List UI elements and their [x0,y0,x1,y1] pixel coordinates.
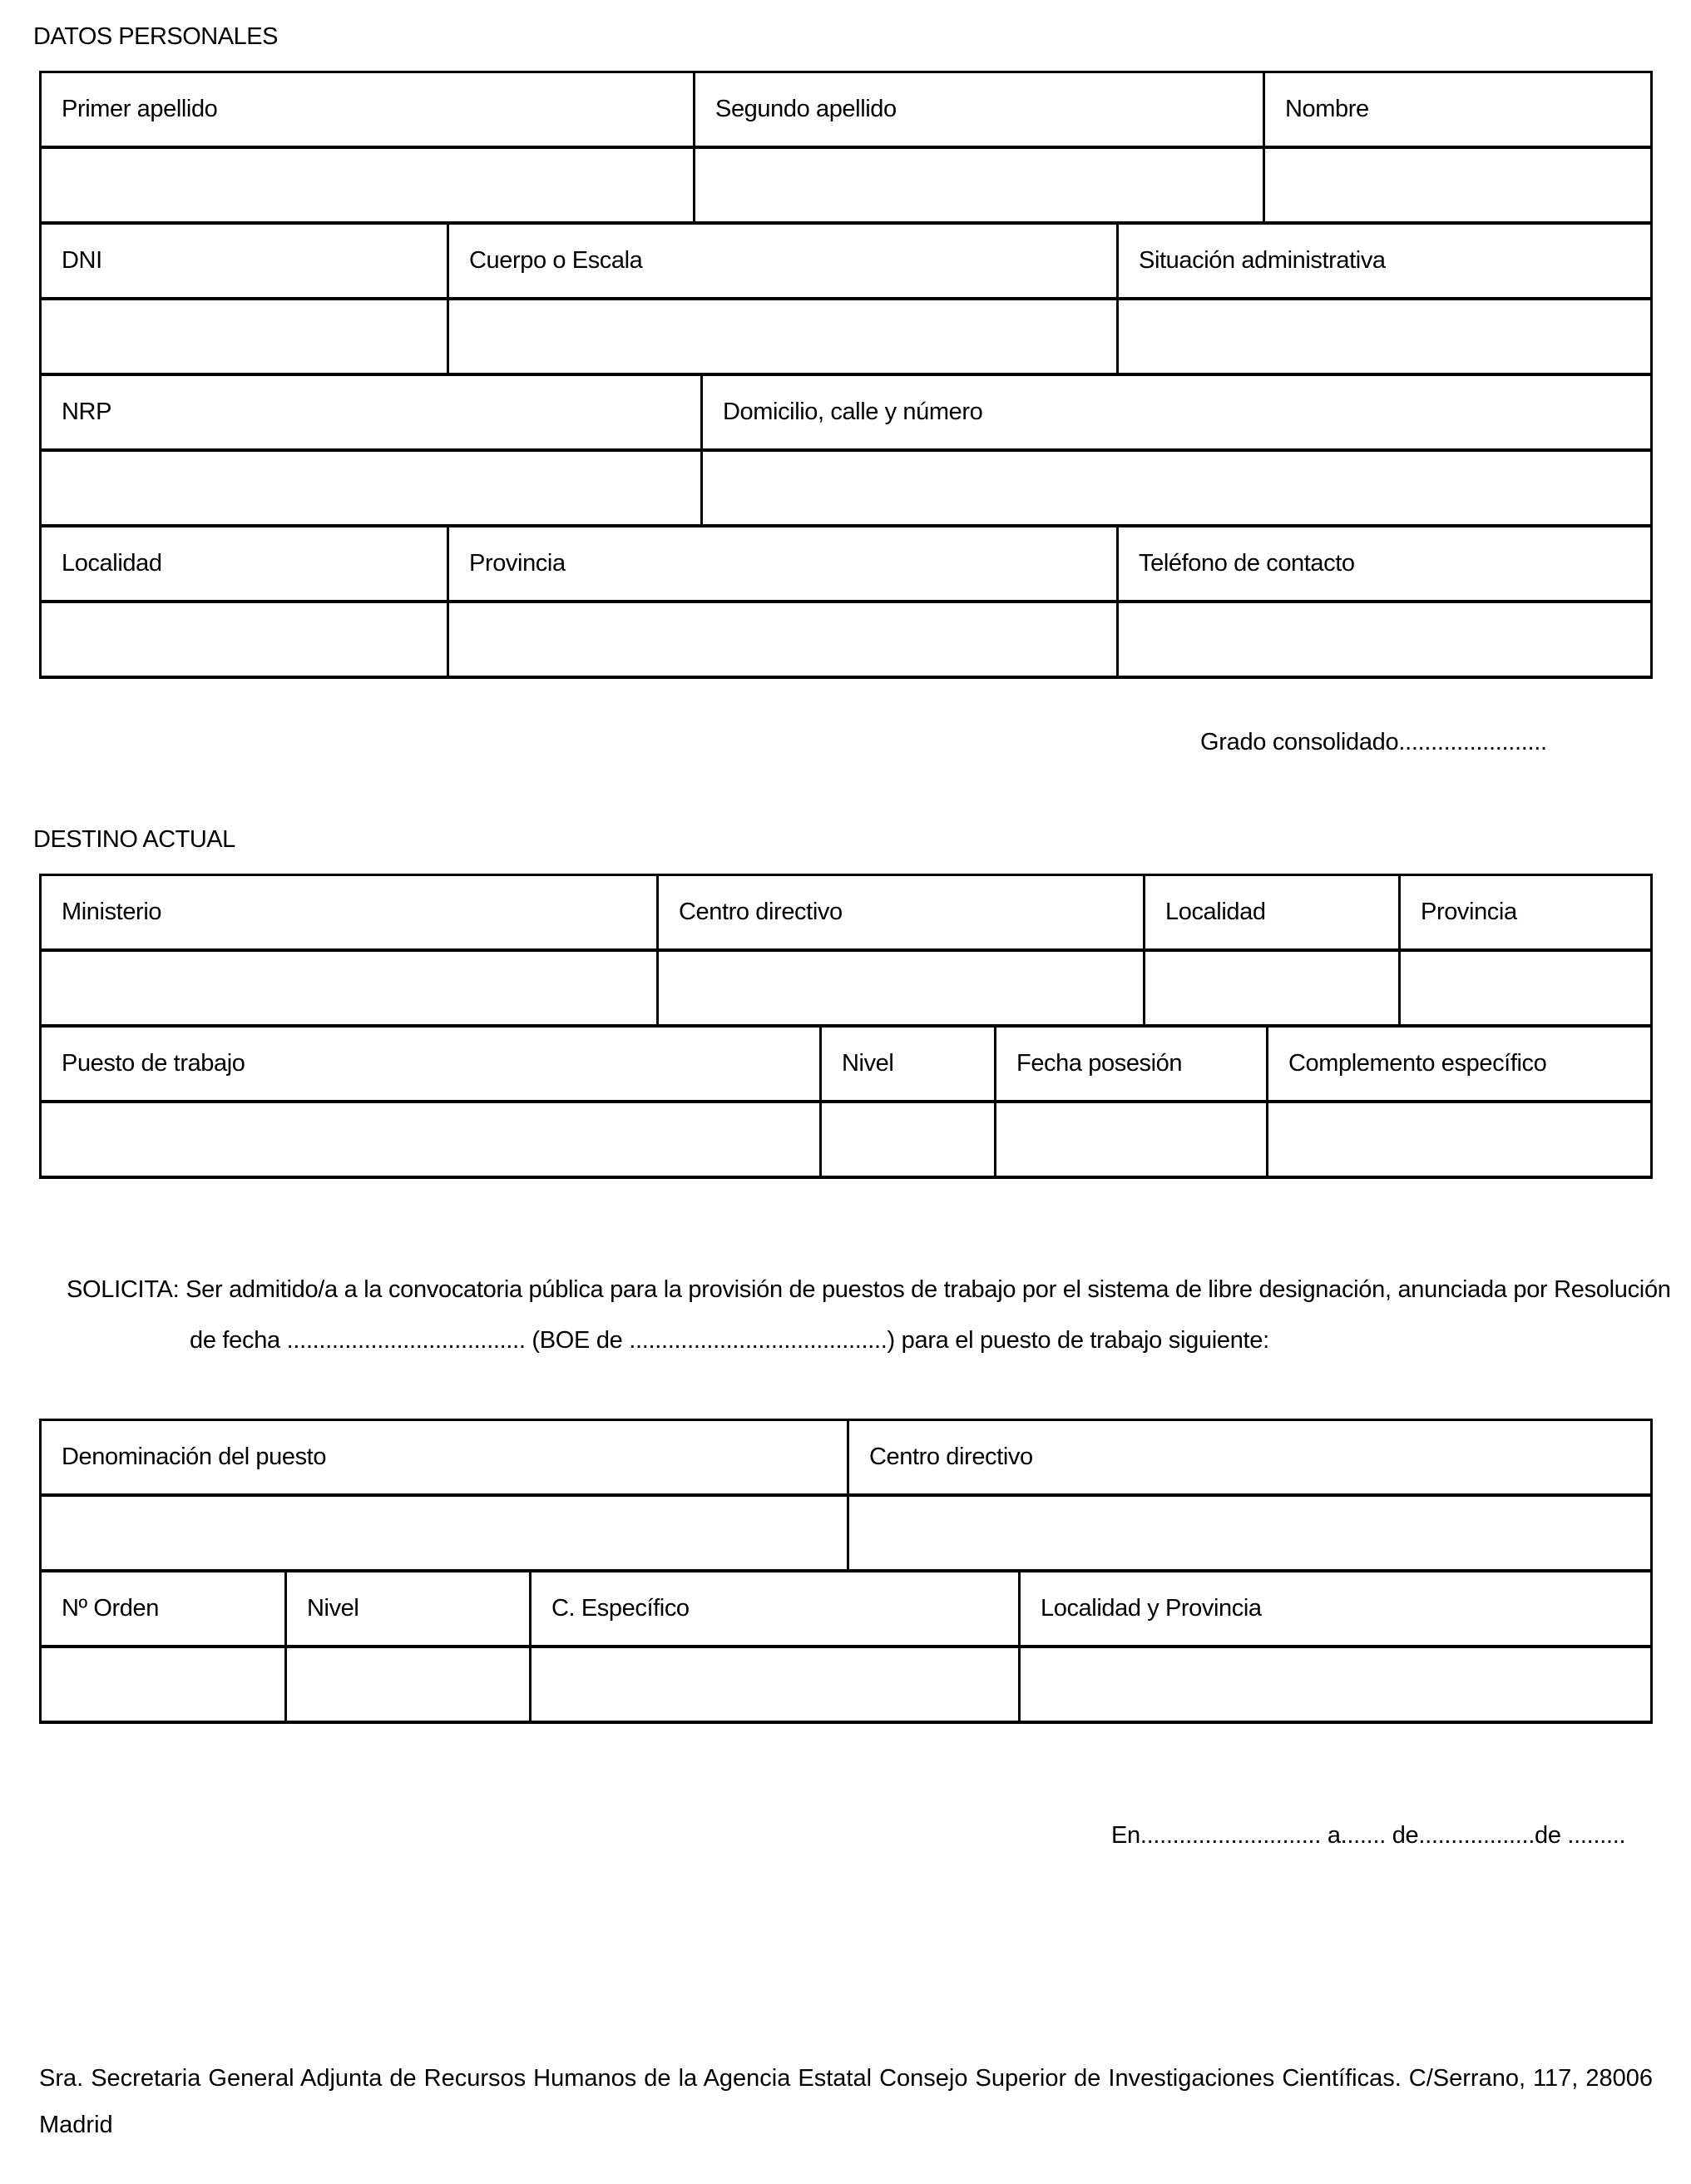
primer-apellido-input[interactable] [42,149,693,221]
label-cuerpo-escala: Cuerpo o Escala [449,225,1119,297]
input-row [42,603,1653,679]
label-c-especifico: C. Específico [532,1572,1021,1645]
addressee-footer: Sra. Secretaria General Adjunta de Recursos Humanos de la Agencia Estatal Consejo Superior de Investigaciones Científicas. C/Serrano, 117, 28006 Madrid [39,2065,1653,2138]
input-row [42,300,1653,376]
label-row [42,225,1653,300]
label-nivel: Nivel [287,1572,532,1645]
label-domicilio: Domicilio, calle y número [703,376,1653,448]
field-provincia[interactable] [449,603,1119,676]
field-primer-apellido[interactable] [42,149,695,221]
destino-provincia-input[interactable] [1401,952,1650,1024]
label-nombre: Nombre [1265,73,1653,146]
input-row [42,1497,1653,1572]
field-ministerio[interactable] [42,952,659,1024]
input-row [42,1648,1653,1724]
date-place-line[interactable]: En............................ a....... de..................de ......... [1111,1822,1626,1849]
requested-post-table [39,1419,1653,1724]
localidad-provincia-input[interactable] [1021,1648,1650,1721]
label-localidad: Localidad [1145,876,1401,948]
current-post-table [39,874,1653,1179]
section-title-datos-personales: DATOS PERSONALES [33,23,278,50]
field-dni[interactable] [42,300,449,373]
ministerio-input[interactable] [42,952,656,1024]
nrp-input[interactable] [42,452,700,524]
input-row [42,1103,1653,1179]
label-puesto-trabajo: Puesto de trabajo [42,1028,822,1100]
label-row [42,1028,1653,1103]
field-centro-directivo[interactable] [659,952,1145,1024]
grado-consolidado-line[interactable]: Grado consolidado....................... [1200,729,1547,755]
field-domicilio[interactable] [703,452,1653,524]
label-provincia: Provincia [449,527,1119,600]
field-localidad-provincia[interactable] [1021,1648,1653,1721]
input-row [42,149,1653,225]
domicilio-input[interactable] [703,452,1650,524]
section-title-destino-actual: DESTINO ACTUAL [33,826,235,853]
fecha-posesion-input[interactable] [996,1103,1266,1176]
puesto-trabajo-input[interactable] [42,1103,819,1176]
personal-data-table [39,71,1653,679]
label-centro-directivo: Centro directivo [849,1421,1653,1493]
label-nrp: NRP [42,376,703,448]
label-primer-apellido: Primer apellido [42,73,695,146]
label-ministerio: Ministerio [42,876,659,948]
destino-localidad-input[interactable] [1145,952,1398,1024]
complemento-especifico-input[interactable] [1268,1103,1650,1176]
label-denominacion-puesto: Denominación del puesto [42,1421,849,1493]
label-segundo-apellido: Segundo apellido [695,73,1265,146]
label-situacion-administrativa: Situación administrativa [1119,225,1653,297]
field-fecha-posesion[interactable] [996,1103,1268,1176]
label-fecha-posesion: Fecha posesión [996,1028,1268,1100]
situacion-administrativa-input[interactable] [1119,300,1650,373]
telefono-input[interactable] [1119,603,1650,676]
nivel-input[interactable] [822,1103,994,1176]
label-numero-orden: Nº Orden [42,1572,287,1645]
field-localidad[interactable] [1145,952,1401,1024]
field-c-especifico[interactable] [532,1648,1021,1721]
solicita-text-line1: SOLICITA: Ser admitido/a a la convocatoria pública para la provisión de puestos de trabajo por el sistema de libre designación, anunciada por Resolución [67,1276,1671,1303]
input-row [42,452,1653,527]
field-denominacion-puesto[interactable] [42,1497,849,1569]
centro-directivo-input[interactable] [659,952,1143,1024]
label-telefono: Teléfono de contacto [1119,527,1653,600]
field-segundo-apellido[interactable] [695,149,1265,221]
field-situacion-administrativa[interactable] [1119,300,1653,373]
cuerpo-escala-input[interactable] [449,300,1116,373]
field-provincia[interactable] [1401,952,1653,1024]
field-nivel[interactable] [822,1103,996,1176]
numero-orden-input[interactable] [42,1648,284,1721]
field-telefono[interactable] [1119,603,1653,676]
c-especifico-input[interactable] [532,1648,1018,1721]
puesto-nivel-input[interactable] [287,1648,529,1721]
input-row [42,952,1653,1028]
field-numero-orden[interactable] [42,1648,287,1721]
denominacion-puesto-input[interactable] [42,1497,847,1569]
label-complemento-especifico: Complemento específico [1268,1028,1653,1100]
field-nombre[interactable] [1265,149,1653,221]
field-nrp[interactable] [42,452,703,524]
segundo-apellido-input[interactable] [695,149,1263,221]
field-complemento-especifico[interactable] [1268,1103,1653,1176]
solicita-text-line2: de fecha ..................................... (BOE de ........................................) para el puesto de trabajo siguiente: [190,1327,1269,1354]
dni-input[interactable] [42,300,447,373]
label-provincia: Provincia [1401,876,1653,948]
field-centro-directivo[interactable] [849,1497,1653,1569]
label-row [42,527,1653,603]
localidad-input[interactable] [42,603,447,676]
label-centro-directivo: Centro directivo [659,876,1145,948]
label-nivel: Nivel [822,1028,996,1100]
label-row [42,376,1653,452]
nombre-input[interactable] [1265,149,1650,221]
label-row [42,73,1653,149]
label-localidad-provincia: Localidad y Provincia [1021,1572,1653,1645]
provincia-input[interactable] [449,603,1116,676]
field-cuerpo-escala[interactable] [449,300,1119,373]
label-row [42,1572,1653,1648]
label-row [42,1421,1653,1497]
field-localidad[interactable] [42,603,449,676]
label-dni: DNI [42,225,449,297]
puesto-centro-directivo-input[interactable] [849,1497,1650,1569]
field-puesto-trabajo[interactable] [42,1103,822,1176]
label-row [42,876,1653,952]
field-nivel[interactable] [287,1648,532,1721]
label-localidad: Localidad [42,527,449,600]
